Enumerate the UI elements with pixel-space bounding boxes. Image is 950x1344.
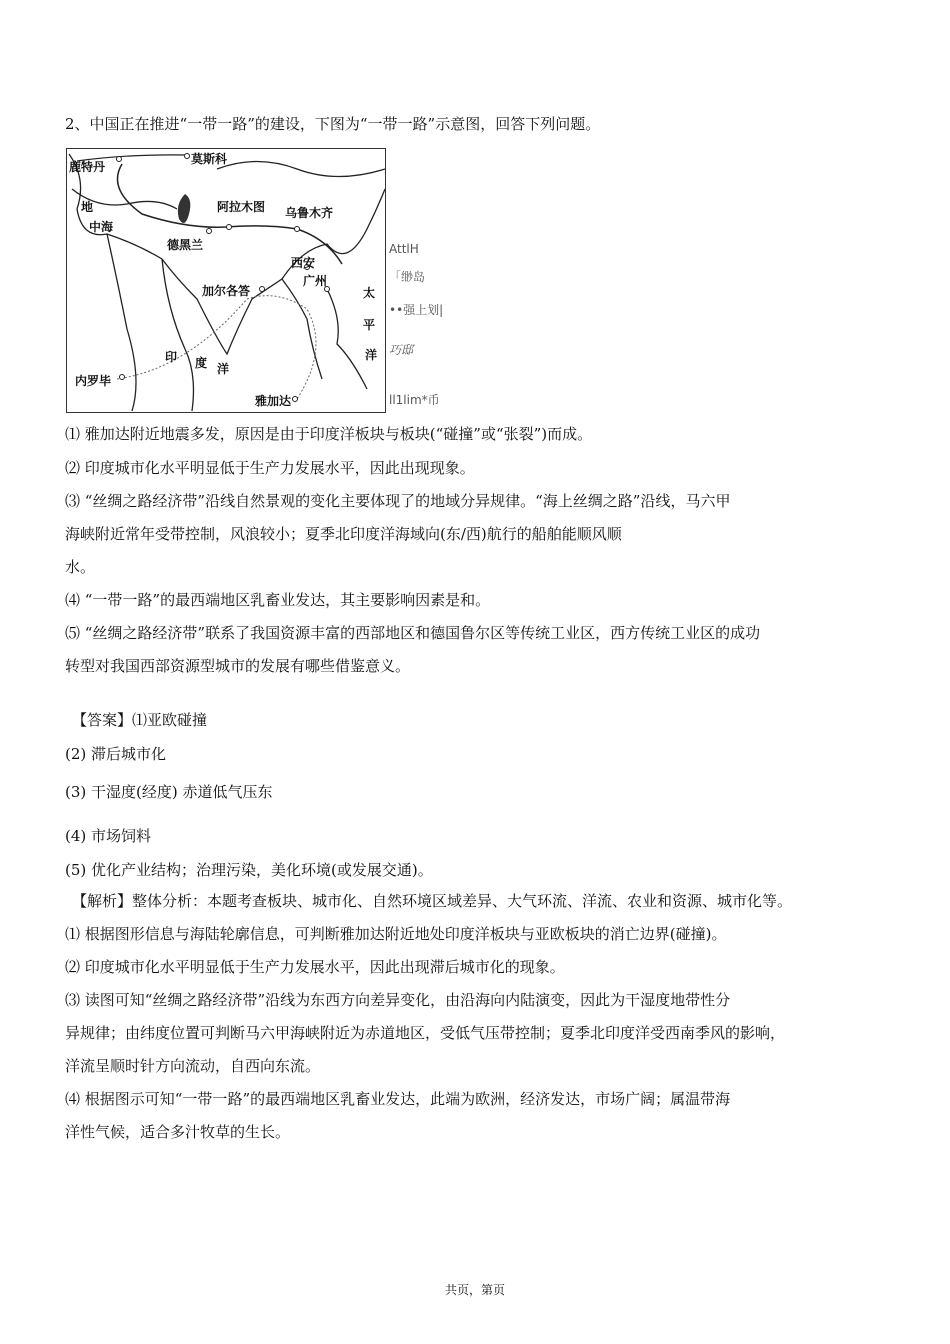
answer-2: (2) 滞后城市化 bbox=[65, 745, 167, 763]
map-label-jakarta: 雅加达 bbox=[255, 394, 292, 408]
question-3a: ⑶ “丝绸之路经济带”沿线自然景观的变化主要体现了的地域分异规律。“海上丝绸之路”沿线，马六甲 bbox=[65, 492, 731, 510]
caspian-sea bbox=[178, 194, 190, 223]
question-3c: 水。 bbox=[65, 558, 96, 576]
analysis-2: ⑵ 印度城市化水平明显低于生产力发展水平，因此出现滞后城市化的现象。 bbox=[65, 958, 565, 976]
analysis-4a: ⑷ 根据图示可知“一带一路”的最西端地区乳畜业发达，此端为欧洲，经济发达，市场广阔；属温带海 bbox=[65, 1090, 731, 1108]
map-label-di: 地 bbox=[81, 200, 94, 214]
map-label-zhonghai: 中海 bbox=[89, 220, 114, 234]
question-1: ⑴ 雅加达附近地震多发，原因是由于印度洋板块与板块(“碰撞”或“张裂”)而成。 bbox=[65, 425, 593, 443]
page-footer: 共页，第页 bbox=[444, 1283, 505, 1297]
answer-4: (4) 市场饲料 bbox=[65, 827, 152, 845]
map-label-moscow: 莫斯科 bbox=[191, 152, 228, 166]
analysis-1: ⑴ 根据图形信息与海陆轮廓信息，可判断雅加达附近地处印度洋板块与亚欧板块的消亡边界(碰撞)。 bbox=[65, 925, 727, 943]
map-label-du: 度 bbox=[195, 356, 208, 370]
belt-and-road-map bbox=[66, 148, 386, 413]
map-label-yang2: 洋 bbox=[217, 362, 230, 376]
answer-5: (5) 优化产业结构；治理污染，美化环境(或发展交通)。 bbox=[65, 861, 433, 879]
legend-noise-4: 巧邸 bbox=[389, 343, 414, 357]
answer-header: 【答案】⑴亚欧碰撞 bbox=[72, 711, 208, 729]
map-label-guangzhou: 广州 bbox=[303, 274, 328, 288]
map-label-xian: 西安 bbox=[291, 256, 316, 270]
question-5b: 转型对我国西部资源型城市的发展有哪些借鉴意义。 bbox=[65, 657, 411, 675]
analysis-header: 【解析】整体分析：本题考查板块、城市化、自然环境区域差异、大气环流、洋流、农业和资源、城市化等。 bbox=[72, 892, 793, 910]
analysis-3c: 洋流呈顺时针方向流动，自西向东流。 bbox=[65, 1057, 321, 1075]
legend-noise-5: ll1lim*币 bbox=[389, 393, 440, 407]
question-intro: 2、中国正在推进“一带一路”的建设，下图为“一带一路”示意图，回答下列问题。 bbox=[65, 115, 601, 133]
map-label-rotterdam: 鹿特丹 bbox=[69, 160, 106, 174]
legend-noise-2: 「缈岛 bbox=[389, 270, 426, 284]
analysis-3a: ⑶ 读图可知“丝绸之路经济带”沿线为东西方向差异变化，由沿海向内陆演变，因此为干湿度地带性分 bbox=[65, 991, 731, 1009]
question-2: ⑵ 印度城市化水平明显低于生产力发展水平，因此出现现象。 bbox=[65, 459, 475, 477]
analysis-3b: 异规律；由纬度位置可判断马六甲海峡附近为赤道地区，受低气压带控制；夏季北印度洋受西南季风的影响， bbox=[65, 1024, 786, 1042]
map-label-urumqi: 乌鲁木齐 bbox=[285, 206, 334, 220]
question-3b: 海峡附近常年受带控制，风浪较小；夏季北印度洋海域向(东/西)航行的船舶能顺风顺 bbox=[65, 525, 622, 543]
map-label-yang: 洋 bbox=[365, 348, 378, 362]
legend-noise-3: ••强上划| bbox=[389, 303, 444, 317]
map-label-yin: 印 bbox=[165, 350, 178, 364]
map-label-tai: 太 bbox=[363, 286, 376, 300]
map-label-kolkata: 加尔各答 bbox=[202, 284, 251, 298]
map-label-nairobi: 内罗毕 bbox=[75, 374, 112, 388]
maritime-route bbox=[117, 296, 316, 399]
map-label-ping: 平 bbox=[363, 318, 376, 332]
question-4: ⑷ “一带一路”的最西端地区乳畜业发达，其主要影响因素是和。 bbox=[65, 591, 491, 609]
map-label-tehran: 德黑兰 bbox=[167, 238, 204, 252]
legend-noise-1: AttlH bbox=[389, 242, 419, 256]
question-5a: ⑸ “丝绸之路经济带”联系了我国资源丰富的西部地区和德国鲁尔区等传统工业区，西方传统工业区的成功 bbox=[65, 624, 761, 642]
analysis-4b: 洋性气候，适合多汁牧草的生长。 bbox=[65, 1123, 291, 1141]
answer-3: (3) 干湿度(经度) 赤道低气压东 bbox=[65, 783, 273, 801]
map-label-almaty: 阿拉木图 bbox=[217, 200, 266, 214]
